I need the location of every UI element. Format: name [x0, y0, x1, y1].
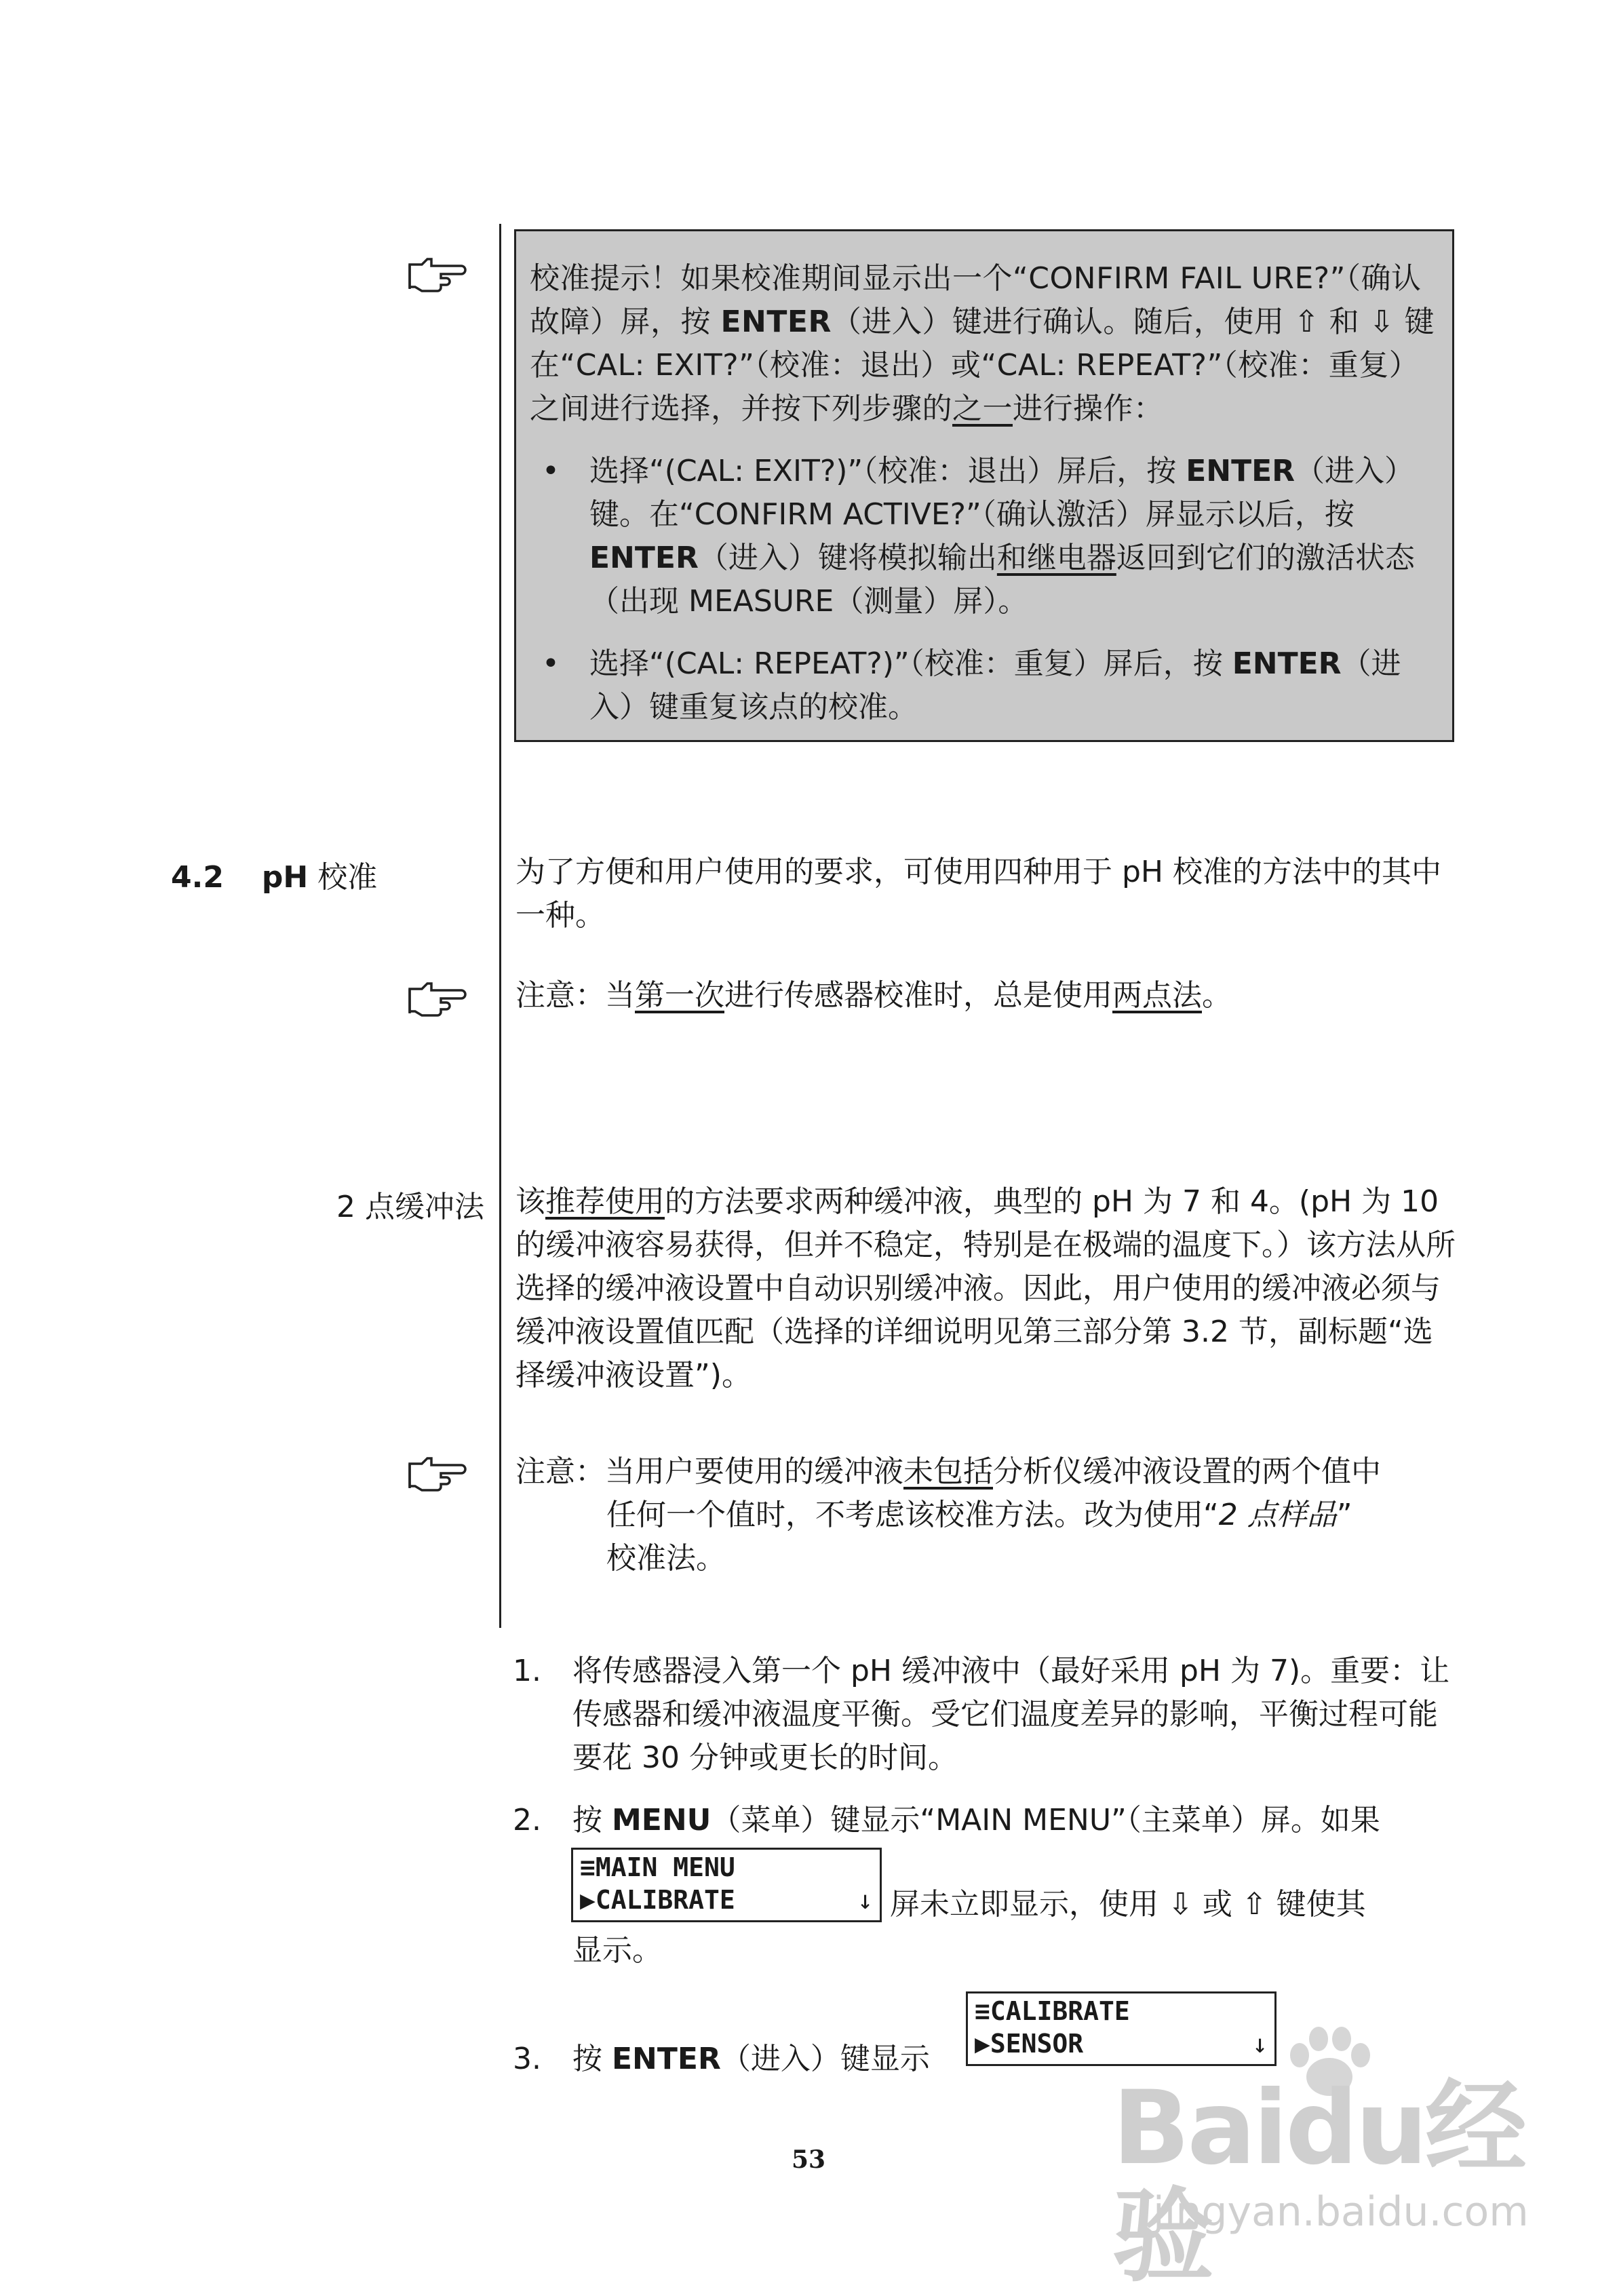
lcd-line-2-text: ▶CALIBRATE: [580, 1885, 735, 1915]
margin-divider: [499, 224, 501, 1628]
tip-underline: 之一: [952, 391, 1013, 426]
watermark-url: jingyan.baidu.com: [1153, 2188, 1529, 2236]
tip-bullet-exit: [530, 450, 1441, 623]
calibration-tip-box: [514, 229, 1454, 742]
step2-last: 显示。: [572, 1933, 662, 1968]
note2-line1: [515, 1450, 1458, 1494]
page-number: 53: [791, 2145, 826, 2174]
note1-text-a: 注意：当: [515, 978, 635, 1013]
note1-underline-two-point: 两点法: [1112, 978, 1202, 1013]
lcd-line-1: ≡CALIBRATE: [975, 1996, 1130, 2026]
step2-after-lcd: 屏未立即显示，使用 ⇩ 或 ⇧ 键使其: [890, 1887, 1366, 1922]
bullet1-text-d: 返回到它们的激活状态（出现 MEASURE（测量）屏）。: [589, 541, 1415, 619]
step-1: [513, 1650, 1462, 1780]
method-text-a: 该: [515, 1184, 545, 1219]
section-number: 4.2: [171, 860, 224, 895]
note2-italic: 2 点样品: [1218, 1498, 1337, 1532]
bullet2-enter-key: ENTER: [1232, 646, 1342, 681]
pointing-hand-icon: [407, 979, 469, 1017]
section-title-ph: pH: [261, 860, 309, 895]
pointing-hand-icon: [407, 1454, 469, 1492]
watermark-brand: Baidu经验: [1112, 2069, 1525, 2296]
pointing-hand-icon: [407, 255, 469, 293]
tip-enter-key: ENTER: [720, 305, 832, 339]
bullet1-text-b: （进入）键。在“CONFIRM ACTIVE?”（确认激活）屏显示以后，按: [589, 454, 1415, 532]
step3-pre: 按: [572, 2042, 612, 2076]
bullet1-text-a: 选择“(CAL: EXIT?)”（校准：退出）屏后，按: [589, 454, 1186, 488]
down-arrow-icon: ↓: [1252, 2029, 1268, 2059]
note2-text-a: 注意：当用户要使用的缓冲液: [515, 1454, 903, 1489]
lcd-line-2: [975, 2027, 1268, 2060]
step-number: 1.: [513, 1654, 541, 1688]
note2-line2: [606, 1494, 1458, 1537]
tip-text-mid: （进入）键进行确认。随后，使用 ⇧ 和 ⇩ 键在“CAL: EXIT?”（校准：退出）或“CAL: REPEAT?”（校准：重复）之间进行选择，并按下列步骤的: [530, 305, 1435, 426]
bullet2-text-b: （进入）键重复该点的校准。: [589, 646, 1401, 724]
bullet-icon: •: [542, 454, 560, 488]
step-text: 将传感器浸入第一个 pH 缓冲液中（最好采用 pH 为 7)。重要：让传感器和缓冲液温度平衡。受它们温度差异的影响，平衡过程可能要花 30 分钟或更长的时间。: [572, 1654, 1450, 1775]
note-first-calibration: [515, 974, 1458, 1017]
method-label: 2 点缓冲法: [336, 1190, 484, 1224]
note2-text-b: 分析仪缓冲液设置的两个值中: [993, 1454, 1381, 1489]
lcd-calibrate: [966, 1991, 1277, 2066]
bullet1-enter-key: ENTER: [1186, 454, 1295, 488]
bullet-icon: •: [542, 646, 560, 681]
step2-post: （菜单）键显示“MAIN MENU”（主菜单）屏。如果: [711, 1803, 1380, 1837]
note1-underline-first: 第一次: [635, 978, 724, 1013]
bullet2-text-a: 选择“(CAL: REPEAT?)”（校准：重复）屏后，按: [589, 646, 1232, 681]
step3-post: （进入）键显示: [720, 2042, 930, 2076]
lcd-line-1: ≡MAIN MENU: [580, 1852, 735, 1882]
step-number: 2.: [513, 1803, 541, 1837]
tip-paragraph: [530, 257, 1441, 431]
tip-bullet-repeat: [530, 642, 1441, 729]
note2-text-c: 任何一个值时，不考虑该校准方法。改为使用“: [606, 1498, 1219, 1532]
note-buffer-not-included: [515, 1450, 1458, 1580]
method-description: [515, 1180, 1458, 1397]
lcd-main-menu: [571, 1848, 882, 1922]
bullet1-text-c: （进入）键将模拟输出: [698, 541, 997, 575]
note1-text-b: 进行传感器校准时，总是使用: [724, 978, 1112, 1013]
note1-text-c: 。: [1202, 978, 1232, 1013]
section-heading: [171, 856, 377, 899]
note2-line3: 校准法。: [606, 1541, 726, 1576]
section-intro: 为了方便和用户使用的要求，可使用四种用于 pH 校准的方法中的其中一种。: [515, 855, 1441, 933]
note2-text-d: ”: [1336, 1498, 1352, 1532]
tip-text-end: 进行操作：: [1013, 391, 1164, 426]
down-arrow-icon: ↓: [857, 1885, 873, 1915]
note2-underline: 未包括: [903, 1454, 993, 1489]
menu-key: MENU: [612, 1803, 712, 1837]
method-text-b: 的方法要求两种缓冲液，典型的 pH 为 7 和 4。(pH 为 10 的缓冲液容易获得，但并不稳定，特别是在极端的温度下。）该方法从所选择的缓冲液设置中自动识别缓冲液。因此，用户使用的缓冲液必须与缓冲液设置值匹配（选择的详细说明见第三部分第 3.2 节，副标题“选择缓冲液设置”)。: [515, 1184, 1456, 1393]
section-title: 校准: [308, 860, 378, 895]
tip-text: 校准提示！如果校准期间显示出一个“CONFIRM FAIL URE?”（确认故障）屏，按: [530, 261, 1422, 339]
step-text: [572, 1799, 1462, 1842]
enter-key: ENTER: [612, 2042, 721, 2076]
step2-pre: 按: [572, 1803, 612, 1837]
lcd-line-2: [580, 1884, 873, 1916]
lcd-line-2-text: ▶SENSOR: [975, 2029, 1084, 2059]
method-underline: 推荐使用: [545, 1184, 665, 1219]
bullet1-enter-key-2: ENTER: [589, 541, 699, 575]
bullet1-underline: 和继电器: [996, 541, 1116, 575]
step-number: 3.: [513, 2042, 541, 2076]
